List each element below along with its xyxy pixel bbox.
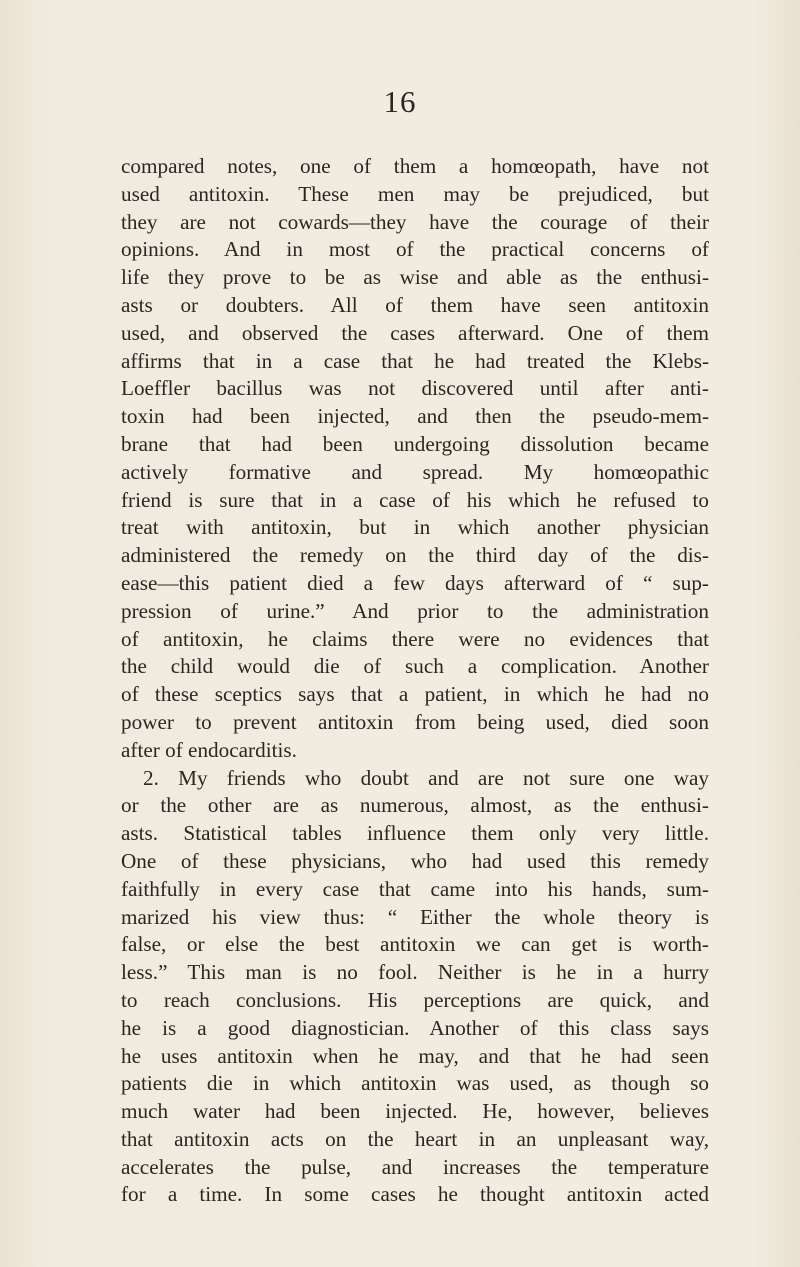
- text-line: affirms that in a case that he had treated the Klebs-: [121, 348, 709, 373]
- text-line: to reach conclusions. His perceptions are quick, and: [121, 987, 709, 1012]
- text-line: he uses antitoxin when he may, and that he had seen: [121, 1043, 709, 1068]
- text-line: of these sceptics says that a patient, in which he had no: [121, 682, 709, 707]
- text-line: used antitoxin. These men may be prejudiced, but: [121, 181, 709, 206]
- text-line: patients die in which antitoxin was used, as though so: [121, 1071, 709, 1096]
- paragraph-start-line: 2. My friends who doubt and are not sure one way: [143, 765, 709, 790]
- text-line: false, or else the best antitoxin we can get is worth-: [121, 932, 709, 957]
- text-line: toxin had been injected, and then the pseudo-mem-: [121, 404, 709, 429]
- text-line: life they prove to be as wise and able as the enthusi-: [121, 265, 709, 290]
- paragraph-end-line: after of endocarditis.: [121, 737, 297, 762]
- text-line: friend is sure that in a case of his which he refused to: [121, 487, 709, 512]
- text-line: less.” This man is no fool. Neither is he in a hurry: [121, 960, 709, 985]
- text-line: power to prevent antitoxin from being used, died soon: [121, 709, 709, 734]
- text-line: compared notes, one of them a homœopath, have not: [121, 154, 709, 178]
- text-line: he is a good diagnostician. Another of this class says: [121, 1015, 709, 1040]
- text-line: Loeffler bacillus was not discovered until after anti-: [121, 376, 709, 401]
- text-line: the child would die of such a complication. Another: [121, 654, 709, 679]
- body-text: [121, 153, 709, 1209]
- text-line: actively formative and spread. My homœopathic: [121, 459, 709, 484]
- text-line: marized his view thus: “ Either the whole theory is: [121, 904, 709, 929]
- text-line: used, and observed the cases afterward. One of them: [121, 320, 709, 345]
- text-line: One of these physicians, who had used this remedy: [121, 848, 709, 873]
- text-line: brane that had been undergoing dissolution became: [121, 431, 709, 456]
- text-line: much water had been injected. He, however, believes: [121, 1099, 709, 1124]
- text-line: of antitoxin, he claims there were no evidences that: [121, 626, 709, 651]
- text-line: faithfully in every case that came into his hands, sum-: [121, 876, 709, 901]
- text-line: that antitoxin acts on the heart in an unpleasant way,: [121, 1126, 709, 1151]
- text-line: asts. Statistical tables influence them only very little.: [121, 821, 709, 846]
- text-line: for a time. In some cases he thought antitoxin acted: [121, 1182, 709, 1207]
- text-line: or the other are as numerous, almost, as the enthusi-: [121, 793, 709, 818]
- text-line: asts or doubters. All of them have seen antitoxin: [121, 292, 709, 317]
- page-number: 16: [383, 84, 417, 119]
- text-line: accelerates the pulse, and increases the temperature: [121, 1154, 709, 1179]
- text-line: opinions. And in most of the practical concerns of: [121, 237, 709, 262]
- text-line: administered the remedy on the third day of the dis-: [121, 543, 709, 568]
- text-line: pression of urine.” And prior to the administration: [121, 598, 709, 623]
- text-line: treat with antitoxin, but in which another physician: [121, 515, 709, 540]
- text-line: they are not cowards—they have the courage of their: [121, 209, 709, 234]
- text-line: ease—this patient died a few days afterward of “ sup-: [121, 570, 709, 595]
